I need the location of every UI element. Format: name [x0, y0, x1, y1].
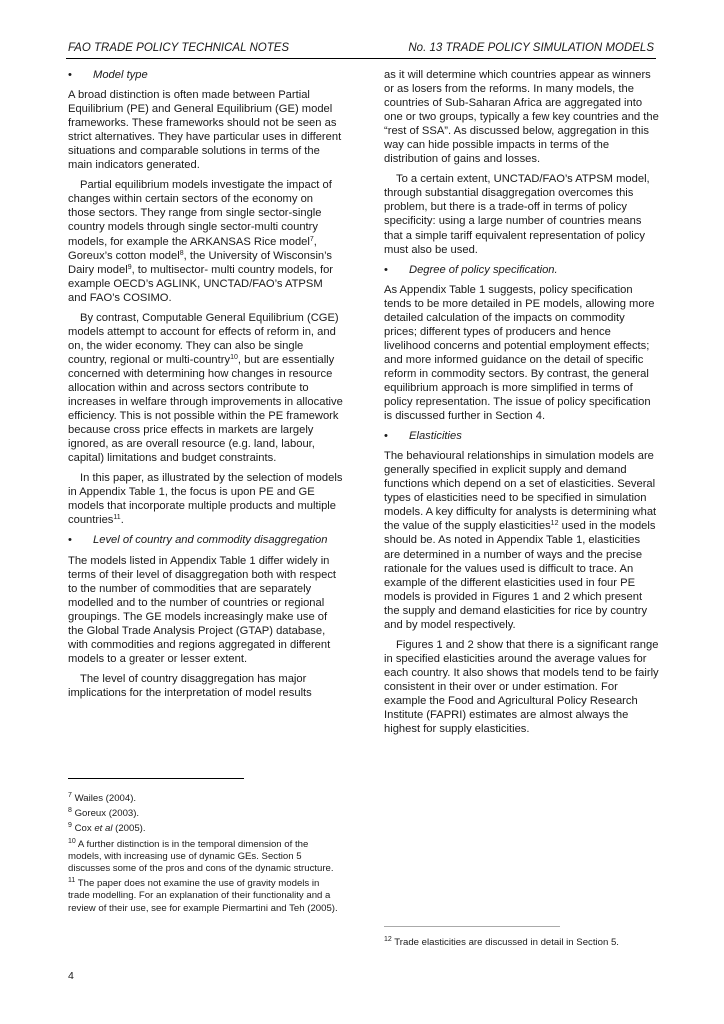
- footnote-11: $^{11}$ The paper does not examine the use of gravity models in trade modelling. For an explanation of their functionality and a review of their use, see for example Piermartini and Teh (2005).: [68, 877, 338, 914]
- paragraph: The models listed in Appendix Table 1 differ widely in terms of their level of disaggregation both with respect to the number of commodities that are separately modelled and to the number of countries or regional groupings. The GE models increasingly make use of the Global Trade Analysis Project (GTAP) database, with commodities and regions aggregated in different models to a greater or lesser extent.: [68, 554, 337, 665]
- paragraph: A broad distinction is often made between Partial Equilibrium (PE) and General Equilibrium (GE) model frameworks. These frameworks should not be seen as strict alternatives. They have particular uses in different situations and comparable solutions in terms of the main indicators generated.: [68, 89, 342, 172]
- footnote-ref: 11: [113, 514, 121, 522]
- paragraph: The behavioural relationships in simulation models are generally specified in explicit supply and demand functions which depend on a set of elasticities. Several types of elasticities need to be specified in simulation models. A key difficulty for analysts is determining what the value of the supply elasticities$^{12}$ used in the models should be. As noted in Appendix Table 1, elasticities are determined in a number of ways and the precise rationale for the values used is difficult to trace. An example of the different elasticities used in four PE models is provided in Figures 1 and 2 which present the supply and demand elasticities for rice by country and by model respectively.: [384, 450, 657, 631]
- bullet-dot: •: [68, 534, 72, 547]
- paragraph: as it will determine which countries appear as winners or as losers from the reforms. In many models, the countries of Sub-Saharan Africa are aggregated into one or two groups, typically a few key countries and the “rest of SSA”. As discussed below, aggregation in this way can hide possible impacts in terms of the distribution of gains and losses.: [384, 69, 659, 166]
- footnote-9: $^9$ Cox et al (2005).: [68, 822, 146, 835]
- page-number: 4: [68, 970, 74, 982]
- bullet-elasticities: • Elasticities: [384, 430, 462, 443]
- running-header: [66, 42, 656, 59]
- footnotes-left: [68, 793, 340, 918]
- header-left-title: FAO TRADE POLICY TECHNICAL NOTES: [68, 42, 290, 54]
- paragraph: By contrast, Computable General Equilibrium (CGE) models attempt to account for effects of reform in, and on, the wider economy. They can also be single country, regional or multi-country$^{10}$, but are essentially concerned with determining how changes in resource allocation within and across sectors contribute to increases in welfare through improvements in allocative efficiency. This is not possible within the PE framework because cross price effects in markets are largely ignored, as are overall resource (e.g. land, labour, capital) limitations and budget constraints.: [68, 311, 343, 465]
- footnote-ref: 12: [550, 520, 559, 528]
- footnote-separator: [68, 778, 244, 779]
- header-right-title: No. 13 TRADE POLICY SIMULATION MODELS: [408, 42, 654, 54]
- bullet-model-type: • Model type: [68, 69, 148, 81]
- paragraph: As Appendix Table 1 suggests, policy specification tends to be more detailed in PE models, allowing more detailed calculation of the impacts on commodity prices; different types of producers and hence livelihood concerns and potential employment effects; and more informed guidance on the detail of specific reform in commodity sectors. By contrast, the general equilibrium approach is more simplified in terms of policy representation. The issue of policy specification is discussed further in Section 4.: [384, 283, 655, 423]
- bullet-dot: •: [68, 69, 72, 81]
- footnote-ref: 8: [179, 249, 184, 257]
- bullet-policy-specification: • Degree of policy specification.: [384, 263, 558, 276]
- paragraph: The level of country disaggregation has major implications for the interpretation of model results: [68, 672, 312, 699]
- footnote-10: $^{10}$ A further distinction is in the temporal dimension of the models, with increasing use of dynamic GEs. Section 5 discusses some of the pros and cons of the dynamic structure.: [68, 837, 334, 875]
- footnote-separator: [384, 926, 560, 927]
- bullet-dot: •: [384, 430, 388, 443]
- footnote-ref: 9: [127, 263, 132, 271]
- paragraph: To a certain extent, UNCTAD/FAO’s ATPSM model, through substantial disaggregation overcomes this problem, but there is a trade-off in terms of policy specificity: using a large number of countries means that a simple tariff equivalent representation of policy must also be used.: [384, 173, 650, 256]
- paragraph: Figures 1 and 2 show that there is a significant range in specified elasticities around the average values for each country. It also shows that models tend to be fairly consistent in their over or under estimation. For example the Food and Agricultural Policy Research Institute (FAPRI) estimates are almost always the highest for supply elasticities.: [384, 638, 659, 736]
- footnote-ref: 10: [230, 353, 238, 361]
- footnote-8: $^8$ Goreux (2003).: [68, 807, 140, 820]
- footnote-12: $^{12}$ Trade elasticities are discussed in detail in Section 5.: [384, 936, 619, 948]
- bullet-disaggregation: • Level of country and commodity disaggregation: [68, 534, 328, 547]
- paragraph: In this paper, as illustrated by the selection of models in Appendix Table 1, the focus is upon PE and GE models that incorporate multiple products and multiple countries$^{11}$.: [68, 472, 343, 527]
- footnote-7: $^7$ Wailes (2004).: [68, 792, 137, 804]
- footnote-ref: 7: [309, 235, 314, 243]
- left-column: [68, 68, 343, 706]
- bullet-dot: •: [384, 263, 388, 276]
- right-column: [384, 68, 659, 742]
- paragraph: Partial equilibrium models investigate the impact of changes within certain sectors of the economy on those sectors. They range from single sector-single country models through single sector-multi country models, for example the ARKANSAS Rice model$^7$, Goreux’s cotton model$^8$, the University of Wisconsin’s Dairy model$^9$, to multisector- multi country models, for example OECD’s AGLINK, UNCTAD/FAO’s ATPSM and FAO’s COSIMO.: [68, 179, 334, 304]
